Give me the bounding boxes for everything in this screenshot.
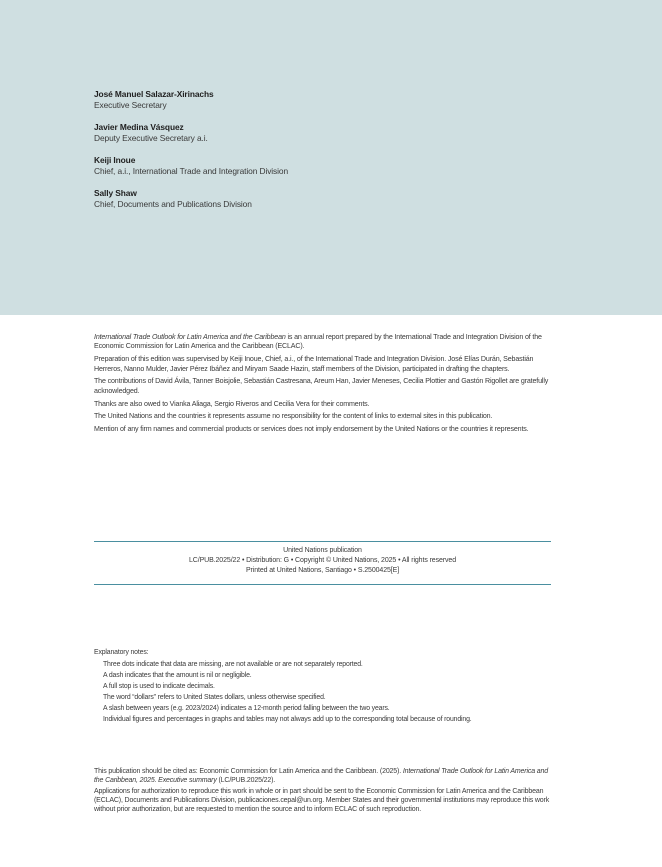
report-title: International Trade Outlook for Latin America and the Caribbean [94, 333, 286, 341]
staff-role: Deputy Executive Secretary a.i. [94, 133, 208, 143]
intro-paragraph: The contributions of David Ávila, Tanner Boisjolie, Sebastián Castresana, Areum Han, Javier Meneses, Cecilia Plottier and Gastón Rigollet are gratefully acknowledged. [94, 377, 549, 395]
staff-entry [94, 188, 494, 210]
intro-paragraph: The United Nations and the countries it represents assume no responsibility for the content of links to external sites in this publication. [94, 412, 493, 421]
staff-entry [94, 122, 494, 144]
note-item: A full stop is used to indicate decimals. [103, 682, 215, 690]
explanatory-notes [94, 647, 554, 725]
citation-text: (LC/PUB.2025/22). [216, 777, 276, 785]
staff-role: Chief, a.i., International Trade and Integration Division [94, 166, 289, 176]
intro-section [94, 333, 551, 438]
divider-top [94, 541, 551, 542]
publication-line: United Nations publication [283, 547, 362, 554]
intro-paragraph [94, 333, 551, 352]
note-item: A slash between years (e.g. 2023/2024) indicates a 12-month period falling between the two years. [103, 704, 390, 712]
note-item: A dash indicates that the amount is nil or negligible. [103, 671, 252, 679]
staff-name: Keiji Inoue [94, 155, 136, 165]
staff-entry [94, 89, 494, 111]
intro-text: is an annual report prepared by the International Trade and Integration Division of the Economic Commission for Latin America and the Caribbean (ECLAC). [94, 333, 542, 351]
note-item: Individual figures and percentages in graphs and tables may not always add up to the corresponding total because of rounding. [103, 716, 472, 724]
publication-info [94, 546, 551, 576]
staff-list [94, 89, 494, 221]
staff-entry [94, 155, 494, 177]
staff-name: Javier Medina Vásquez [94, 122, 184, 132]
note-item: The word “dollars” refers to United States dollars, unless otherwise specified. [103, 693, 326, 701]
note-item: Three dots indicate that data are missing, are not available or are not separately reported. [103, 660, 363, 668]
publication-line: LC/PUB.2025/22 • Distribution: G • Copyright © United Nations, 2025 • All rights reserved [188, 557, 457, 564]
staff-name: Sally Shaw [94, 188, 137, 198]
publication-line: Printed at United Nations, Santiago • S.2500425[E] [245, 567, 400, 574]
citation-title: International Trade Outlook for Latin America and the Caribbean, 2025. Executive summary [94, 768, 549, 785]
notes-title: Explanatory notes: [94, 649, 149, 656]
intro-paragraph: Preparation of this edition was supervised by Keiji Inoue, Chief, a.i., of the International Trade and Integration Division. José Elías Durán, Sebastián Herreros, Nanno Mulder, Javier Pérez Ibáñez and Miryam Saade Hazin, staff members of the Division, participated in drafting the chapters. [94, 355, 534, 373]
staff-name: José Manuel Salazar-Xirinachs [94, 89, 214, 99]
citation-section [94, 767, 551, 816]
divider-bottom [94, 584, 551, 585]
reproduction-notice: Applications for authorization to reproduce this work in whole or in part should be sent to the Economic Commission for Latin America and the Caribbean (ECLAC), Documents and Publications Division, publicaciones.cepal@un.org. Member States and their governmental institutions may reproduce this work without prior authorization, but are requested to mention the source and to inform ECLAC of such reproduction. [94, 787, 550, 814]
intro-paragraph: Thanks are also owed to Vianka Aliaga, Sergio Riveros and Cecilia Vera for their comments. [94, 399, 370, 408]
staff-role: Executive Secretary [94, 100, 167, 110]
citation-paragraph [94, 767, 551, 786]
intro-paragraph: Mention of any firm names and commercial products or services does not imply endorsement by the United Nations or the countries it represents. [94, 425, 529, 434]
citation-text: This publication should be cited as: Economic Commission for Latin America and the Caribbean. (2025). [94, 768, 403, 775]
staff-role: Chief, Documents and Publications Division [94, 199, 252, 209]
